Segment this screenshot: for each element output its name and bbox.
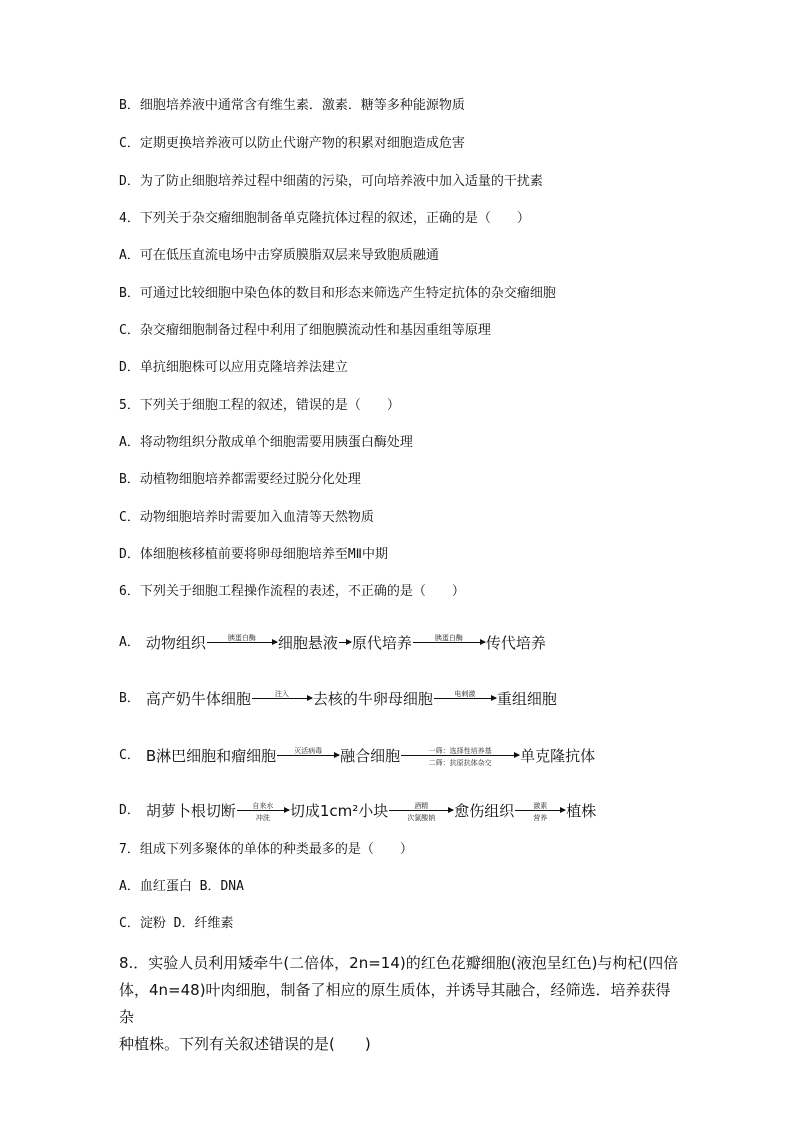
q4-option-a: A．可在低压直流电场中击穿质膜脂双层来导致胞质融通 [119, 248, 439, 263]
q6d-arrow-1-label-top: 自来水 [252, 802, 274, 810]
q5-option-a: A．将动物组织分散成单个细胞需要用胰蛋白酶处理 [119, 435, 413, 450]
q7-options-cd: C．淀粉 D．纤维素 [119, 916, 234, 931]
q6-option-b-label: B． [119, 691, 140, 706]
q7-options-ab: A．血红蛋白 B．DNA [119, 879, 244, 894]
q6d-arrow-3 [515, 792, 565, 822]
q4-option-b: B．可通过比较细胞中染色体的数目和形态来筛选产生特定抗体的杂交瘤细胞 [119, 286, 556, 301]
q6a-step-4: 传代培养 [485, 634, 546, 652]
arrow-right-icon [252, 698, 312, 699]
q6c-arrow-1 [277, 737, 339, 767]
q5-stem: 5．下列关于细胞工程的叙述，错误的是（ ） [119, 398, 400, 413]
q6a-arrow-3 [413, 624, 485, 654]
q6b-arrow-1-label: 注入 [274, 690, 289, 698]
q6-option-d-flow [119, 792, 596, 822]
q5-option-b: B．动植物细胞培养都需要经过脱分化处理 [119, 472, 361, 487]
q6d-step-3: 愈伤组织 [454, 802, 515, 820]
q4-stem: 4．下列关于杂交瘤细胞制备单克隆抗体过程的叙述，正确的是（ ） [119, 211, 530, 226]
q6-option-c-flow [119, 737, 595, 767]
q8-line-2: 体，4n=48)叶肉细胞，制备了相应的原生质体，并诱导其融合，经筛选．培养获得杂 [119, 981, 671, 1026]
q6c-arrow-2-label-top: 一筛：选择性培养基 [428, 747, 492, 755]
q6d-step-1: 胡萝卜根切断 [145, 802, 236, 820]
arrow-right-icon [277, 755, 339, 756]
q3-option-c: C．定期更换培养液可以防止代谢产物的积累对细胞造成危害 [119, 136, 465, 151]
q6b-arrow-1 [252, 680, 312, 710]
arrow-right-icon [413, 642, 485, 643]
q6b-step-3: 重组细胞 [496, 690, 557, 708]
q6c-step-2: 融合细胞 [340, 747, 401, 765]
q6d-arrow-3-label-bottom: 营养 [533, 814, 548, 822]
arrow-right-icon [389, 810, 453, 811]
q6d-step-2: 切成1cm²小块 [289, 802, 389, 820]
q6a-arrow-2 [339, 624, 351, 654]
q6b-step-2: 去核的牛卵母细胞 [312, 690, 433, 708]
q6c-arrow-1-label: 灭活病毒 [294, 747, 323, 755]
q6b-arrow-2 [434, 680, 496, 710]
q6b-step-1: 高产奶牛体细胞 [145, 690, 251, 708]
q6d-arrow-1-label-bottom: 冲洗 [255, 814, 270, 822]
q6a-arrow-3-label: 胰蛋白酶 [434, 634, 463, 642]
q6-option-a-flow [119, 624, 546, 654]
q6d-arrow-2-label-bottom: 次氯酸钠 [407, 814, 436, 822]
q6c-arrow-2 [401, 737, 519, 767]
q6a-arrow-1-label: 胰蛋白酶 [227, 634, 256, 642]
q6-stem: 6．下列关于细胞工程操作流程的表述，不正确的是（ ） [119, 584, 465, 599]
q6d-arrow-1 [237, 792, 289, 822]
q6-option-d-label: D． [119, 803, 140, 818]
q6-option-c-label: C． [119, 748, 140, 763]
q5-option-c: C．动物细胞培养时需要加入血清等天然物质 [119, 510, 374, 525]
arrow-right-icon [339, 642, 351, 643]
q8-line-1: 8.．实验人员利用矮牵牛(二倍体，2n=14)的红色花瓣细胞(液泡呈红色)与枸杞(四倍 [119, 954, 679, 972]
q5-option-d: D．体细胞核移植前要将卵母细胞培养至MⅡ中期 [119, 547, 389, 562]
arrow-right-icon [401, 755, 519, 756]
q6d-arrow-3-label-top: 激素 [533, 802, 548, 810]
arrow-right-icon [515, 810, 565, 811]
q7-stem: 7．组成下列多聚体的单体的种类最多的是（ ） [119, 842, 413, 857]
q6c-step-3: 单克隆抗体 [520, 747, 596, 765]
q6-option-b-flow [119, 680, 557, 710]
q6c-step-1: B淋巴细胞和瘤细胞 [145, 747, 277, 765]
q6a-step-3: 原代培养 [351, 634, 412, 652]
q6a-arrow-1 [207, 624, 277, 654]
q6d-arrow-2 [389, 792, 453, 822]
q6a-step-2: 细胞悬液 [277, 634, 338, 652]
q3-option-d: D．为了防止细胞培养过程中细菌的污染，可向培养液中加入适量的干扰素 [119, 174, 543, 189]
q6-option-a-label: A． [119, 635, 140, 650]
q6a-step-1: 动物组织 [145, 634, 206, 652]
q3-option-b: B．细胞培养液中通常含有维生素．激素．糖等多种能源物质 [119, 98, 465, 113]
q8-stem [119, 950, 679, 1058]
arrow-right-icon [207, 642, 277, 643]
q6b-arrow-2-label: 电刺激 [454, 690, 476, 698]
q6d-step-4: 植株 [566, 802, 597, 820]
arrow-right-icon [434, 698, 496, 699]
q6d-arrow-2-label-top: 酒精 [414, 802, 429, 810]
q6c-arrow-2-label-bottom: 二筛：抗原抗体杂交 [428, 759, 492, 767]
q4-option-d: D．单抗细胞株可以应用克隆培养法建立 [119, 360, 348, 375]
arrow-right-icon [237, 810, 289, 811]
q4-option-c: C．杂交瘤细胞制备过程中利用了细胞膜流动性和基因重组等原理 [119, 323, 491, 338]
q8-line-3: 种植株。下列有关叙述错误的是( ) [119, 1035, 371, 1053]
